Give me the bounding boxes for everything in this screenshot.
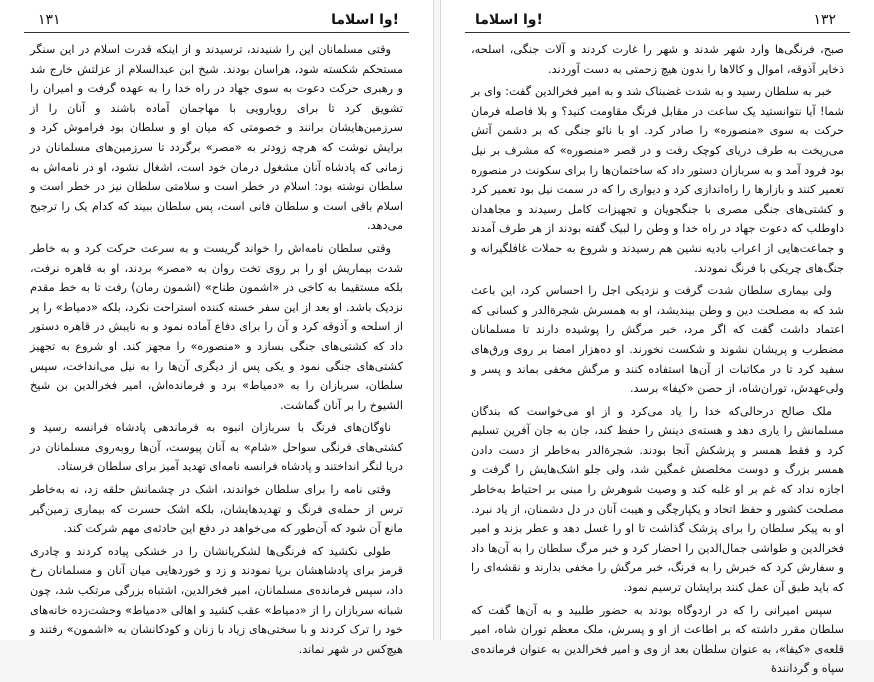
right-page (440, 0, 874, 676)
right-paragraph-5: سپس امیرانی را که در اردوگاه بودند به حضور طلبید و به آن‌ها گفت که سلطان مقرر داشته که بر اطاعت از او و پسرش، ملک معظم توران شاه، امیر قلعه‌ی «کیفا»، به عنوان سلطان بعد از وی و امیر فخرالدین به عنوان فرمانده‌ی سپاه و گردانندهٔ (471, 603, 844, 676)
right-page-number: ۱۳۲ (813, 12, 836, 28)
left-paragraph-4: وقتی نامه را برای سلطان خواندند، اشک در چشمانش حلقه زد، نه به‌خاطر ترس از حمله‌ی فرنگ و تهدیدهایشان، بلکه اشک حسرت که بیماری زمین‌گیر مانع آن شود که آن‌طور که می‌خواهد در دفع این حادثه‌ی مهم شرکت کند. (30, 483, 403, 536)
right-page-running-title: وا اسلاما! (475, 12, 543, 28)
left-paragraph-2: وقتی سلطان نامه‌اش را خواند گریست و به سرعت حرکت کرد و به خاطر شدت بیماریش او را بر روی تخت روان به «مصر» بردند، او به قاهره نرفت، بلکه مستقیما به کاخی در «اشمون طناح» (اشمون رمان) رفت تا به خط مقدم نزدیک باشد. او بعد از این سفر خسته کننده استراحت نکرد، بلکه «دمیاط» را پر از اسلحه و آذوقه کرد و آن را برای دفاع آماده نمود و به نایبش در قاهره دستور داد که کشتی‌های جنگی بسازد و «منصوره» را مجهز کند. او شروع به تجهیز کشتی‌های جنگی نمود و یکی پس از دیگری آن‌ها را به نیل می‌انداخت، سپس سلطان، سربازان را به «دمیاط» برد و فرمانده‌اش، امیر فخرالدین بن شیخ الشیوخ را بر آنان گماشت. (30, 241, 403, 412)
left-page-running-title: وا اسلاما! (331, 12, 399, 28)
right-paragraph-3: ولی بیماری سلطان شدت گرفت و نزدیکی اجل را احساس کرد، این باعث شد که به مصلحت دین و وطن بیندیشد، او به همسرش شجرةالدر و کسانی که اعتماد داشت گفت که اگر مرد، خبر مرگش را پوشیده دارند تا مسلمانان مضطرب و پریشان نشوند و شکست نخورند. او ده‌هزار امضا بر روی ورق‌های سفید کرد تا در مکاتبات از آن‌ها استفاده کنند و مرگش مخفی بماند و پسر و ولی‌عهدش، توران‌شاه، از حصن «کیفا» برسد. (471, 284, 844, 396)
right-page-body (471, 40, 844, 682)
right-paragraph-2: خبر به سلطان رسید و به شدت غضبناک شد و به امیر فخرالدین گفت: وای بر شما! آیا نتوانستید یک ساعت در مقابل فرنگ مقاومت کنید؟ و بلا فاصله فرمان حرکت به سوی «منصوره» را صادر کرد. او با نائو جنگی که بر دشمن آتش می‌ریخت به طرف دریای کوچک رفت و در قصر «منصوره» که مشرف بر نیل بود فرود آمد و به سربازان دستور داد که ساختمان‌ها را برای سکونت در منصوره تعمیر کنند و بازارها را راه‌اندازی کرد و دیواری را که در سمت نیل بود تعمیر کرد و کشتی‌های جنگی مصری با جنگجویان و تجهیزات کامل رسیدند و مجاهدان داوطلب که دعوت جهاد در راه خدا و وطن را لبیک گفته بودند از هر طرف آمدند و جماعت‌هایی از اعراب بادیه نشین هم رسیدند و شروع به حملات غافلگیرانه و جنگ‌های چریکی با فرنگ نمودند. (471, 85, 844, 275)
right-paragraph-1: صبح، فرنگی‌ها وارد شهر شدند و شهر را غارت کردند و آلات جنگی، اسلحه، ذخایر آذوقه، اموال و کالاها را بدون هیچ زحمتی به دست آوردند. (471, 43, 844, 76)
left-page-body (30, 40, 403, 662)
right-paragraph-4: ملک صالح درحالی‌که خدا را یاد می‌کرد و از او می‌خواست که بندگان مسلمانش را یاری دهد و هسته‌ی دینش را حفظ کند، جان به جان آفرین تسلیم کرد و فقط همسر و پزشکش آنجا بودند. شجرةالدر به‌خاطر از دست دادن همسر بزرگ و دوست مخلصش غمگین شد، ولی جلو اشک‌هایش را گرفت و اجازه نداد که غم بر او غلبه کند و وصیت شوهرش را مبنی بر احتیاط به‌خاطر مصلحت کشور و حفظ اتحاد و یکپارچگی و هیبت آنان در دل دشمنان، از یاد نبرد. او به پیکر سلطان را برای پزشک گذاشت تا او را غسل دهد و عطر بزند و امیر فخرالدین و طواشی جمال‌الدین را احضار کرد و خبر مرگ سلطان را به آن‌ها داد و سفارش کرد که خبرش را به فرنگ، خبر مرگش را مخفی بدارند و نقشه‌ای را که باید طبق آن عمل کنند برایشان ترسیم نمود. (471, 404, 844, 595)
right-page-header (465, 10, 850, 33)
left-paragraph-1: وقتی مسلمانان این را شنیدند، ترسیدند و از اینکه قدرت اسلام در این سنگر مستحکم شکسته شود، هراسان بودند. شیخ ابن عبدالسلام از عزلتش خارج شد و رهبری حرکت دعوت به سوی جهاد در راه خدا را به عهده گرفت و امیران را تشویق کرد تا برای رویارویی با مهاجمان آماده باشند و آنان را از سرزمین‌هایشان برانند و خصومتی که میان او و سلطان بود فراموش کرد و برایش نوشت که هرچه زودتر به «مصر» برگردد تا سرزمین‌های مسلمانان در زمانی که پادشاه آنان مشغول درمان خود است، اشغال نشود، او در نامه‌اش به سلطان نوشته بود: اسلام در خطر است و سلامتی سلطان نیز در خطر است و اسلام باقی است و سلطان فانی است، پس سلطان ببیند که کدام یک را ترجیح می‌دهد. (30, 43, 403, 233)
left-paragraph-3: ناوگان‌های فرنگ با سربازان انبوه به فرماندهی پادشاه فرانسه رسید و کشتی‌های فرنگی سواحل «شام» به آنان پیوست، آن‌ها روبه‌روی مسلمانان در دریا لنگر انداختند و پادشاه فرانسه نامه‌ای تهدید آمیز برای سلطان فرستاد. (30, 421, 403, 474)
left-page (0, 0, 434, 656)
left-page-header (24, 10, 409, 33)
left-paragraph-5: طولی نکشید که فرنگی‌ها لشکریانشان را در خشکی پیاده کردند و چادری قرمز برای پادشاهشان برپا نمودند و زد و خوردهایی میان آنان و مسلمانان رخ داد، سپس فرمانده‌ی مسلمانان، امیر فخرالدین، اشتباه بزرگی مرتکب شد، چون شبانه سربازان را از «دمیاط» عقب کشید و اهالی «دمیاط» وحشت‌زده خانه‌های خود را ترک کردند و با سختی‌های زیاد با زنان و کودکانشان به «اشمون» رفتند و هیچ‌کس در شهر نماند. (30, 544, 403, 656)
left-page-number: ۱۳۱ (38, 12, 61, 28)
